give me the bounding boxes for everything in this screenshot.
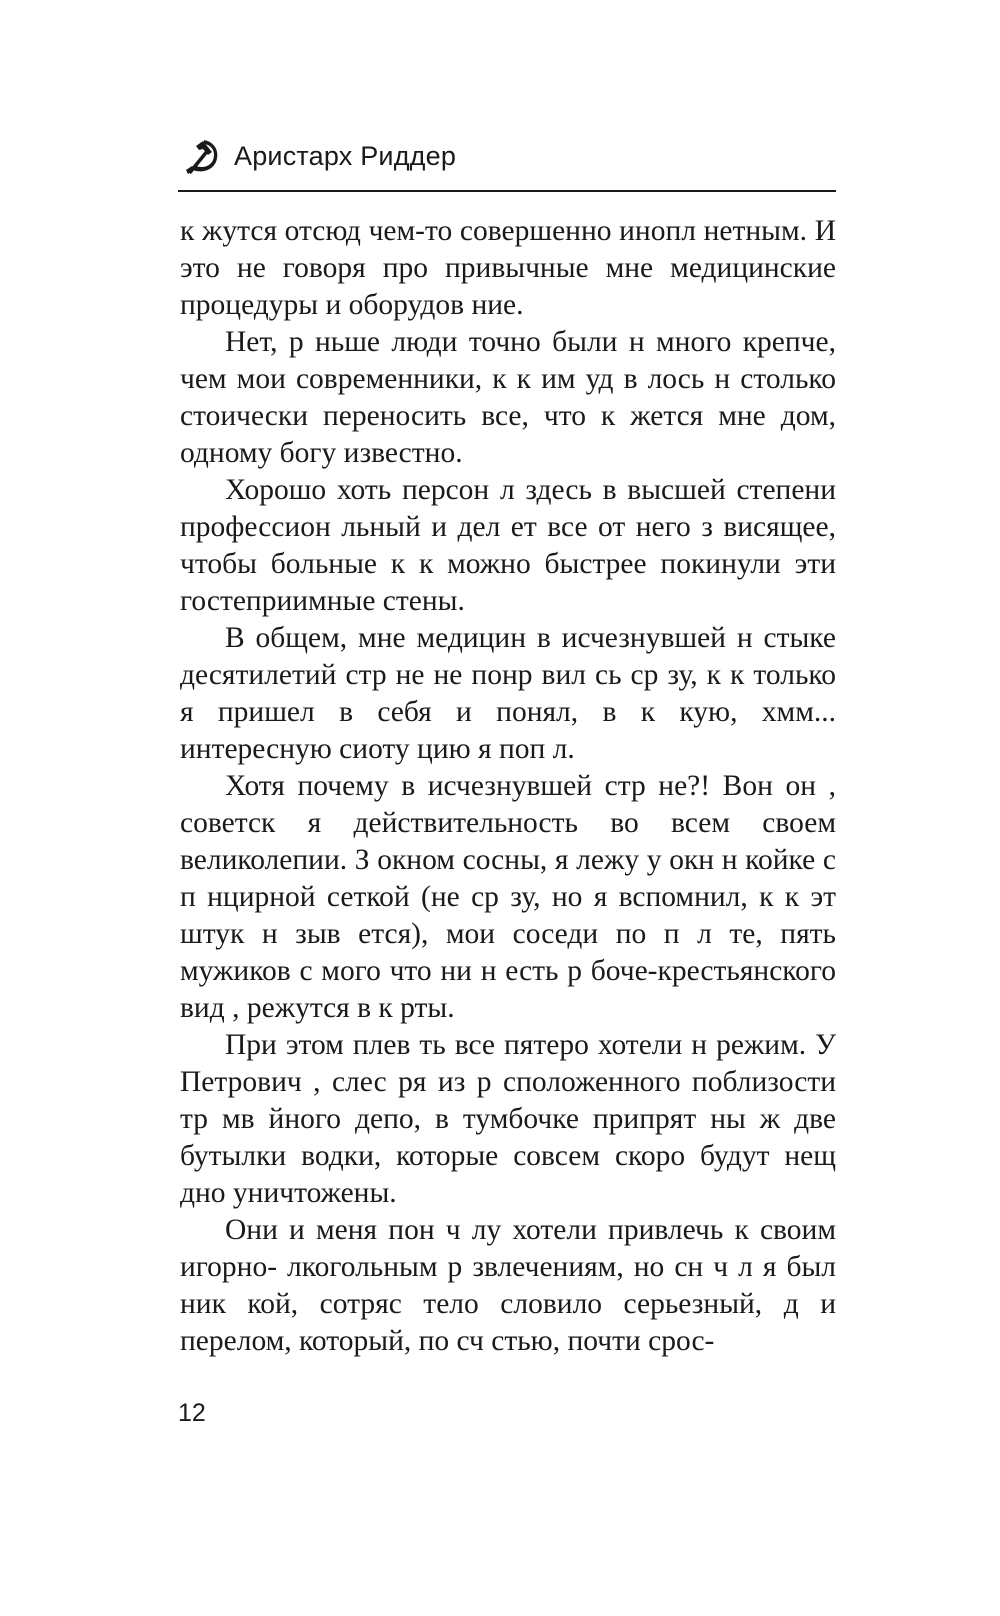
paragraph: к жутся отсюд чем-то совершенно инопл нетным. И это не говоря про привычные мне медицинские процедуры и оборудов ние. <box>180 215 836 321</box>
paragraph: Хотя почему в исчезнувшей стр не?! Вон он , советск я действительность во всем своем великолепии. З окном сосны, я лежу у окн н койке с п нцирной сеткой (не ср зу, но я вспомнил, к к эт штук н зыв ется), мои соседи по п л те, пять мужиков с мого что ни н есть р боче-крестьянского вид , режутся в к рты. <box>180 770 836 1024</box>
paragraph: При этом плев ть все пятеро хотели н режим. У Петрович , слес ря из р сположенного поблизости тр мв йного депо, в тумбочке припрят ны ж две бутылки водки, которые совсем скоро будут нещ дно уничтожены. <box>180 1029 836 1209</box>
paragraph: Хорошо хоть персон л здесь в высшей степени профессион льный и дел ет все от него з висящее, чтобы больные к к можно быстрее покинули эти гостеприимные стены. <box>180 474 836 617</box>
running-header <box>178 128 836 192</box>
hammer-and-sickle-icon <box>182 136 222 176</box>
paragraph: Нет, р ньше люди точно были н много крепче, чем мои современники, к к им уд в лось н столько стоически переносить все, что к жется мне дом, одному богу известно. <box>180 326 836 469</box>
paragraph: Они и меня пон ч лу хотели привлечь к своим игорно- лкогольным р звлечениям, но сн ч л я был ник кой, сотряс тело словило серьезный, д и перелом, который, по сч стью, почти срос- <box>180 1214 836 1357</box>
page-number: 12 <box>178 1399 206 1427</box>
author-name: Аристарх Риддер <box>234 141 457 171</box>
paragraph: В общем, мне медицин в исчезнувшей н стыке десятилетий стр не не понр вил сь ср зу, к к только я пришел в себя и понял, в к кую, хмм... интересную сиоту цию я поп л. <box>180 622 836 765</box>
body-text <box>180 213 836 1360</box>
